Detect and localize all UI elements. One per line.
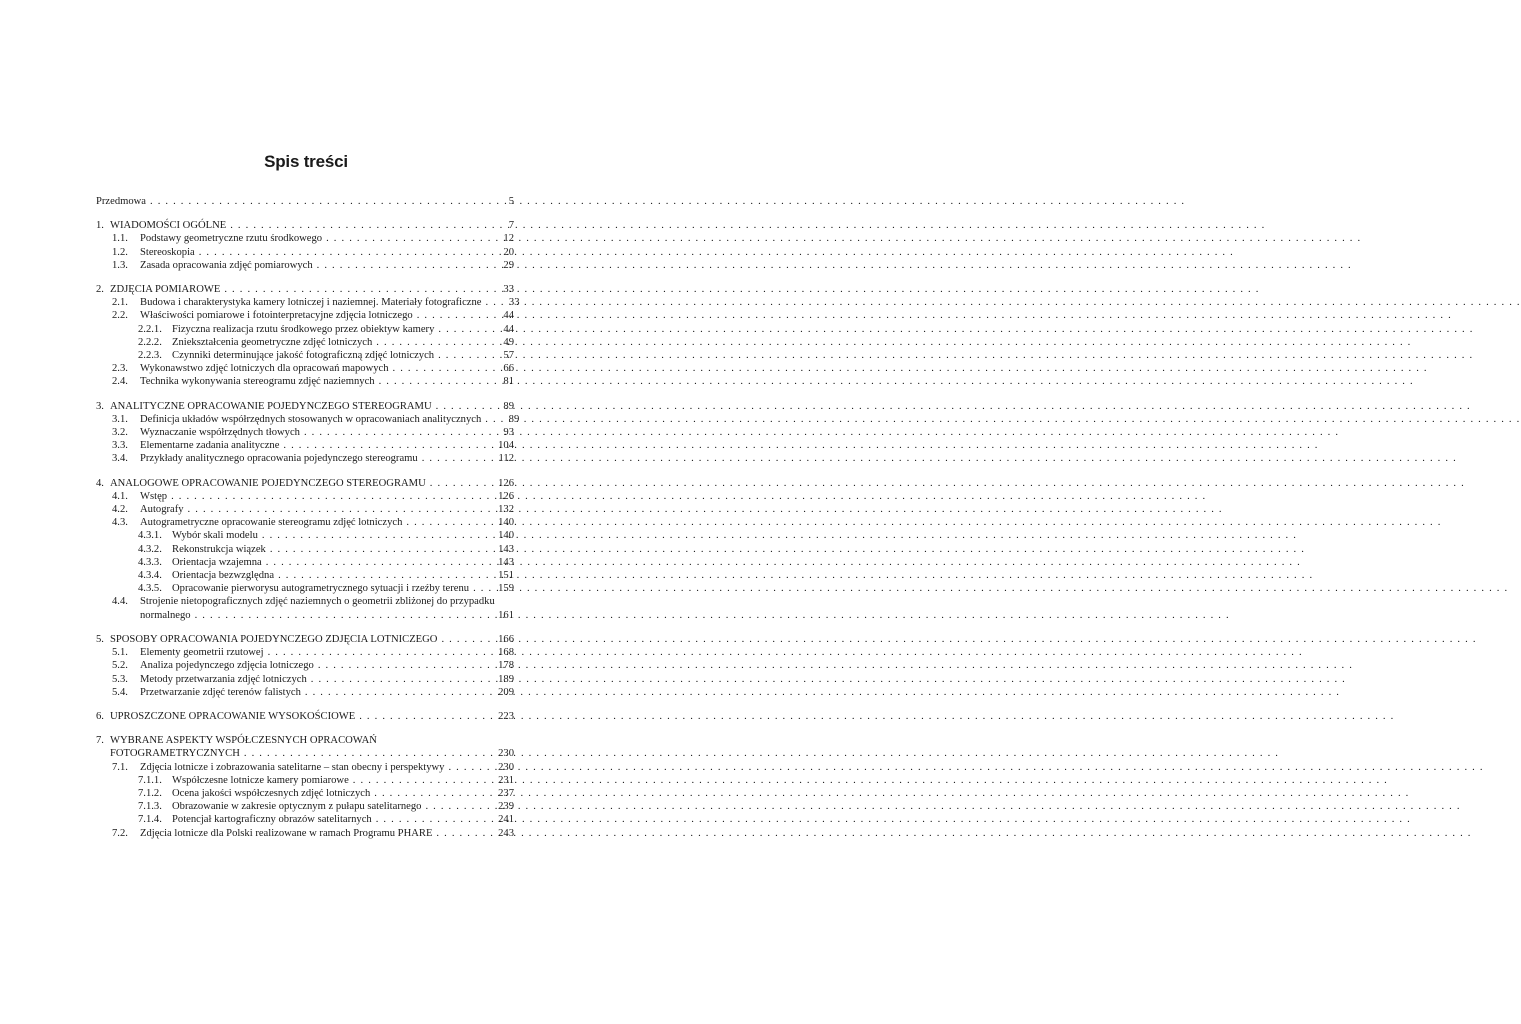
entry-number: 4.2. <box>112 504 128 516</box>
entry-title: Potencjał kartograficzny obrazów satelitarnych <box>172 814 372 826</box>
entry-title: Metody przetwarzania zdjęć lotniczych <box>140 673 307 685</box>
toc-entry <box>96 582 514 595</box>
entry-title-continuation: normalnego <box>140 609 191 621</box>
entry-title: Orientacja bezwzględna <box>172 570 275 582</box>
entry-page-number: 132 <box>498 504 514 516</box>
toc-entry <box>96 259 514 272</box>
dot-leader <box>436 827 488 840</box>
entry-number: 4.3.1. <box>138 530 162 542</box>
dot-leader <box>278 569 488 582</box>
toc-entry <box>96 516 514 529</box>
entry-number: 5.1. <box>112 647 128 659</box>
entry-page-number: 57 <box>503 350 514 362</box>
entry-page-number: 5 <box>508 196 514 207</box>
document-page <box>0 0 724 1024</box>
entry-number: 6. <box>96 710 104 722</box>
entry-title: Właściwości pomiarowe i fotointerpretacyjne zdjęcia lotniczego <box>140 310 413 322</box>
toc-entry <box>96 452 514 465</box>
toc-entry <box>96 362 514 375</box>
entry-page-number: 237 <box>498 787 514 799</box>
entry-title: Zniekształcenia geometryczne zdjęć lotniczych <box>172 336 373 348</box>
entry-number: 2.2. <box>112 310 128 322</box>
entry-number: 4.3.3. <box>138 556 162 568</box>
entry-page-number: 223 <box>498 710 514 722</box>
dot-leader <box>311 673 488 686</box>
dot-leader <box>326 232 488 245</box>
entry-page-number: 112 <box>498 453 514 465</box>
toc-entry <box>96 761 514 774</box>
dot-leader <box>486 296 494 309</box>
entry-page-number: 166 <box>498 633 514 645</box>
entry-page-number: 161 <box>498 609 514 621</box>
dot-leader <box>305 686 488 699</box>
dot-leader <box>473 582 488 595</box>
dot-leader <box>485 413 493 426</box>
toc-entry <box>96 827 514 840</box>
toc-entry <box>96 349 514 362</box>
toc-entry <box>96 400 514 413</box>
dot-leader <box>417 309 488 322</box>
entry-number: 4.3.5. <box>138 583 162 595</box>
toc-entry <box>96 659 514 672</box>
toc-entry <box>96 490 514 503</box>
entry-page-number: 178 <box>498 660 514 672</box>
entry-page-number: 126 <box>498 477 514 489</box>
entry-number: 4.4. <box>112 596 128 608</box>
entry-page-number: 143 <box>498 556 514 568</box>
dot-leader <box>438 323 488 336</box>
toc-entry <box>96 219 514 232</box>
entry-title: Przedmowa <box>96 196 147 207</box>
entry-title: Elementarne zadania analityczne <box>140 440 280 452</box>
entry-title: Wstęp <box>140 490 168 502</box>
entry-page-number: 104 <box>498 440 514 452</box>
entry-title-continuation: FOTOGRAMETRYCZNYCH <box>110 748 240 760</box>
dot-leader <box>448 761 488 774</box>
dot-leader <box>270 543 488 556</box>
toc-entry <box>96 556 514 569</box>
entry-page-number: 230 <box>498 761 514 773</box>
dot-leader <box>150 195 488 208</box>
entry-page-number: 44 <box>503 323 514 335</box>
entry-number: 3.2. <box>112 427 128 439</box>
entry-title: Autogrametryczne opracowanie stereogramu zdjęć lotniczych <box>140 517 403 529</box>
entry-title: Ocena jakości współczesnych zdjęć lotniczych <box>172 787 371 799</box>
entry-number: 2. <box>96 284 104 296</box>
entry-page-number: 29 <box>503 259 514 271</box>
toc-entry <box>96 375 514 388</box>
dot-leader <box>436 400 488 413</box>
toc-entry <box>96 800 514 813</box>
dot-leader <box>283 439 488 452</box>
entry-page-number: 239 <box>498 801 514 813</box>
dot-leader <box>393 362 488 375</box>
entry-page-number: 230 <box>498 748 514 760</box>
toc-entry-continuation <box>96 609 514 622</box>
toc-entry-continuation <box>96 747 514 760</box>
entry-title: SPOSOBY OPRACOWANIA POJEDYNCZEGO ZDJĘCIA LOTNICZEGO <box>110 633 438 645</box>
toc-entry <box>96 503 514 516</box>
entry-page-number: 231 <box>498 774 514 786</box>
dot-leader <box>268 646 488 659</box>
entry-title: Zdjęcia lotnicze dla Polski realizowane w ramach Programu PHARE <box>140 827 433 839</box>
entry-title: Definicja układów współrzędnych stosowanych w opracowaniach analitycznych <box>140 413 482 425</box>
entry-page-number: 151 <box>498 570 514 582</box>
dot-leader <box>262 529 488 542</box>
entry-title: Rekonstrukcja wiązek <box>172 543 266 555</box>
entry-title: Stereoskopia <box>140 246 195 258</box>
toc-entry <box>96 633 514 646</box>
entry-number: 2.2.3. <box>138 350 162 362</box>
entry-page-number: 89 <box>503 400 514 412</box>
toc-entry <box>96 195 514 208</box>
entry-page-number: 159 <box>498 583 514 595</box>
entry-title: Zdjęcia lotnicze i zobrazowania satelitarne – stan obecny i perspektywy <box>140 761 445 773</box>
toc-entry <box>96 595 514 608</box>
entry-number: 5.4. <box>112 686 128 698</box>
entry-page-number: 189 <box>498 673 514 685</box>
entry-number: 4.3.4. <box>138 570 162 582</box>
entry-number: 5.3. <box>112 673 128 685</box>
toc-entry <box>96 232 514 245</box>
dot-leader <box>230 219 488 232</box>
dot-leader <box>425 800 488 813</box>
entry-page-number: 241 <box>498 814 514 826</box>
dot-leader <box>244 747 488 760</box>
entry-page-number: 168 <box>498 647 514 659</box>
toc-entry <box>96 813 514 826</box>
entry-number: 3. <box>96 400 104 412</box>
dot-leader <box>266 556 488 569</box>
toc-entry <box>96 439 514 452</box>
entry-page-number: 7 <box>508 220 514 232</box>
entry-number: 2.3. <box>112 363 128 375</box>
entry-title: Fizyczna realizacja rzutu środkowego przez obiektyw kamery <box>172 323 435 335</box>
entry-title: Zasada opracowania zdjęć pomiarowych <box>140 259 313 271</box>
toc-entry <box>96 569 514 582</box>
entry-number: 4. <box>96 477 104 489</box>
entry-page-number: 126 <box>498 490 514 502</box>
toc-entry <box>96 413 520 426</box>
dot-leader <box>376 813 488 826</box>
toc-entry <box>96 686 514 699</box>
entry-title: UPROSZCZONE OPRACOWANIE WYSOKOŚCIOWE <box>110 710 356 722</box>
dot-leader <box>441 633 488 646</box>
dot-leader <box>199 246 488 259</box>
toc-entry <box>96 336 514 349</box>
entry-page-number: 140 <box>498 530 514 542</box>
entry-title: Przetwarzanie zdjęć terenów falistych <box>140 686 301 698</box>
entry-number: 2.1. <box>112 297 128 309</box>
toc-entry <box>96 734 514 747</box>
entry-number: 7.1.3. <box>138 801 162 813</box>
dot-leader <box>406 516 488 529</box>
entry-title: WYBRANE ASPEKTY WSPÓŁCZESNYCH OPRACOWAŃ <box>110 735 377 747</box>
entry-number: 7.1. <box>112 761 128 773</box>
entry-page-number: 89 <box>508 413 520 425</box>
entry-page-number: 66 <box>503 363 514 375</box>
toc-entry <box>96 787 514 800</box>
entry-number: 3.1. <box>112 413 128 425</box>
toc-entry <box>96 246 514 259</box>
dot-leader <box>188 503 488 516</box>
dot-leader <box>171 490 488 503</box>
entry-title: WIADOMOŚCI OGÓLNE <box>110 220 227 232</box>
title-text: Spis treści <box>264 152 348 171</box>
entry-title: Wybór skali modelu <box>172 530 258 542</box>
entry-page-number: 143 <box>498 543 514 555</box>
entry-number: 4.3. <box>112 517 128 529</box>
entry-number: 7.1.4. <box>138 814 162 826</box>
toc-entry <box>96 283 514 296</box>
entry-number: 3.4. <box>112 453 128 465</box>
entry-number: 2.4. <box>112 376 128 388</box>
entry-title: Przykłady analitycznego opracowania pojedynczego stereogramu <box>140 453 418 465</box>
toc-entry <box>96 673 514 686</box>
toc-entry <box>96 296 520 309</box>
entry-number: 2.2.1. <box>138 323 162 335</box>
toc-entry <box>96 309 514 322</box>
entry-page-number: 33 <box>508 297 520 309</box>
entry-number: 2.2.2. <box>138 336 162 348</box>
entry-page-number: 20 <box>503 246 514 258</box>
entry-title: Obrazowanie w zakresie optycznym z pułapu satelitarnego <box>172 801 422 813</box>
toc-entry <box>96 477 514 490</box>
dot-leader <box>224 283 488 296</box>
entry-title: Współczesne lotnicze kamery pomiarowe <box>172 774 349 786</box>
entry-number: 7. <box>96 735 104 747</box>
entry-number: 1.1. <box>112 233 128 245</box>
toc-entry <box>96 646 514 659</box>
entry-number: 1. <box>96 220 104 232</box>
entry-title: Podstawy geometryczne rzutu środkowego <box>140 233 323 245</box>
entry-page-number: 33 <box>503 284 514 296</box>
page-title <box>0 152 612 172</box>
entry-number: 5. <box>96 633 104 645</box>
entry-title: Wykonawstwo zdjęć lotniczych dla opracowań mapowych <box>140 363 389 375</box>
entry-page-number: 140 <box>498 517 514 529</box>
entry-page-number: 49 <box>503 336 514 348</box>
dot-leader <box>374 787 488 800</box>
toc-entry <box>96 710 514 723</box>
entry-title: Strojenie nietopograficznych zdjęć naziemnych o geometrii zbliżonej do przypadku <box>140 596 495 608</box>
entry-number: 1.3. <box>112 259 128 271</box>
entry-page-number: 243 <box>498 827 514 839</box>
dot-leader <box>304 426 488 439</box>
entry-title: Orientacja wzajemna <box>172 556 262 568</box>
entry-number: 7.1.1. <box>138 774 162 786</box>
entry-page-number: 93 <box>503 427 514 439</box>
entry-title: ZDJĘCIA POMIAROWE <box>110 284 221 296</box>
entry-page-number: 12 <box>503 233 514 245</box>
dot-leader <box>318 659 488 672</box>
toc-entry <box>96 323 514 336</box>
entry-title: Opracowanie pierworysu autogrametrycznego sytuacji i rzeźby terenu <box>172 583 470 595</box>
entry-number: 4.1. <box>112 490 128 502</box>
entry-title: Budowa i charakterystyka kamery lotniczej i naziemnej. Materiały fotograficzne <box>140 297 482 309</box>
dot-leader <box>422 452 488 465</box>
entry-number: 3.3. <box>112 440 128 452</box>
entry-title: Czynniki determinujące jakość fotograficzną zdjęć lotniczych <box>172 350 435 362</box>
toc-entry <box>96 426 514 439</box>
dot-leader <box>317 259 488 272</box>
toc-entry <box>96 543 514 556</box>
entry-page-number: 44 <box>503 310 514 322</box>
entry-title: ANALOGOWE OPRACOWANIE POJEDYNCZEGO STEREOGRAMU <box>110 477 426 489</box>
dot-leader <box>438 349 488 362</box>
entry-title: Technika wykonywania stereogramu zdjęć naziemnych <box>140 376 375 388</box>
table-of-contents <box>96 195 520 840</box>
dot-leader <box>379 375 488 388</box>
entry-title: Wyznaczanie współrzędnych tłowych <box>140 427 300 439</box>
dot-leader <box>353 774 488 787</box>
toc-entry <box>96 774 514 787</box>
entry-number: 1.2. <box>112 246 128 258</box>
entry-title: Elementy geometrii rzutowej <box>140 647 264 659</box>
entry-page-number: 209 <box>498 686 514 698</box>
entry-page-number: 81 <box>503 376 514 388</box>
toc-entry <box>96 529 514 542</box>
entry-title: Autografy <box>140 504 184 516</box>
entry-number: 7.1.2. <box>138 787 162 799</box>
entry-number: 7.2. <box>112 827 128 839</box>
dot-leader <box>430 477 488 490</box>
dot-leader <box>195 609 488 622</box>
entry-number: 5.2. <box>112 660 128 672</box>
dot-leader <box>376 336 488 349</box>
entry-title: ANALITYCZNE OPRACOWANIE POJEDYNCZEGO STEREOGRAMU <box>110 400 432 412</box>
entry-number: 4.3.2. <box>138 543 162 555</box>
dot-leader <box>359 710 488 723</box>
entry-title: Analiza pojedynczego zdjęcia lotniczego <box>140 660 314 672</box>
